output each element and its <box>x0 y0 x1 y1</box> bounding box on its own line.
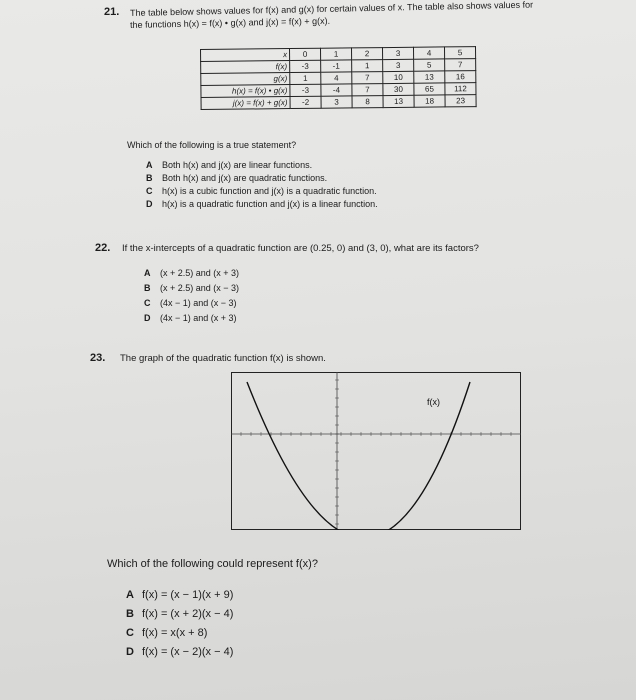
table-row-label: g(x) <box>201 73 290 86</box>
table-cell: 16 <box>445 71 476 83</box>
parabola-graph <box>231 372 521 530</box>
table-row-label: x <box>201 49 290 62</box>
option-text: f(x) = (x − 1)(x + 9) <box>142 589 234 601</box>
table-cell: -1 <box>321 60 352 72</box>
table-cell: 5 <box>444 47 475 59</box>
table-cell: -4 <box>321 84 352 96</box>
q21-option-b[interactable] <box>146 173 327 183</box>
option-letter: D <box>126 646 134 658</box>
option-letter: B <box>146 173 153 183</box>
table-row-label: h(x) = f(x) • g(x) <box>201 85 290 98</box>
table-cell: 7 <box>445 59 476 71</box>
q23-question: Which of the following could represent f(x)? <box>107 558 318 570</box>
table-cell: 23 <box>445 95 476 107</box>
option-text: (x + 2.5) and (x + 3) <box>160 268 240 278</box>
table-cell: 3 <box>383 59 414 71</box>
option-text: (4x − 1) and (x + 3) <box>160 313 237 323</box>
table-cell: 7 <box>352 72 383 84</box>
function-values-table <box>200 46 477 110</box>
table-cell: -3 <box>290 84 321 96</box>
table-cell: 13 <box>383 95 414 107</box>
q23-option-b[interactable] <box>126 608 233 620</box>
table-cell: 2 <box>351 48 382 60</box>
option-text: f(x) = (x − 2)(x − 4) <box>142 646 234 658</box>
option-text: f(x) = x(x + 8) <box>142 627 208 639</box>
table-cell: 5 <box>414 59 445 71</box>
option-text: f(x) = (x + 2)(x − 4) <box>142 608 234 620</box>
option-letter: D <box>144 313 151 323</box>
option-letter: C <box>146 186 153 196</box>
table-cell: 1 <box>290 72 321 84</box>
graph-function-label: f(x) <box>427 397 440 407</box>
q23-option-a[interactable] <box>126 589 233 601</box>
q23-option-d[interactable] <box>126 646 233 658</box>
option-letter: B <box>126 608 134 620</box>
table-row-label: f(x) <box>201 61 290 74</box>
q22-option-d[interactable] <box>144 313 237 323</box>
option-letter: A <box>146 160 153 170</box>
table-cell: 3 <box>321 96 352 108</box>
table-cell: 8 <box>352 96 383 108</box>
table-cell: 0 <box>290 48 321 60</box>
q21-option-a[interactable] <box>146 160 312 170</box>
axis-ticks <box>241 380 511 524</box>
option-text: (4x − 1) and (x − 3) <box>160 298 237 308</box>
graph-frame <box>232 373 521 530</box>
table-cell: 4 <box>413 47 444 59</box>
option-letter: B <box>144 283 151 293</box>
q21-prompt: Which of the following is a true statement? <box>127 140 297 150</box>
table-cell: 65 <box>414 83 445 95</box>
table-cell: -2 <box>290 96 321 108</box>
q21-number: 21. <box>104 6 120 18</box>
table-cell: 10 <box>383 71 414 83</box>
q23-prompt: The graph of the quadratic function f(x) is shown. <box>120 353 326 364</box>
option-text: h(x) is a quadratic function and j(x) is a linear function. <box>162 199 378 209</box>
q21-option-c[interactable] <box>146 186 377 196</box>
option-text: h(x) is a cubic function and j(x) is a quadratic function. <box>162 186 377 196</box>
q22-option-b[interactable] <box>144 283 239 293</box>
q21-intro-line1: The table below shows values for f(x) and g(x) for certain values of x. The table also shows values for <box>130 0 534 18</box>
option-letter: D <box>146 199 153 209</box>
table-cell: 18 <box>414 95 445 107</box>
table-row-label: j(x) = f(x) + g(x) <box>201 97 290 110</box>
table-cell: 1 <box>352 60 383 72</box>
table-cell: 4 <box>321 72 352 84</box>
q23-option-c[interactable] <box>126 627 207 639</box>
q21-intro-line2: the functions h(x) = f(x) • g(x) and j(x) = f(x) + g(x). <box>130 15 331 30</box>
option-letter: A <box>144 268 151 278</box>
table-cell: 13 <box>414 71 445 83</box>
q22-number: 22. <box>95 242 111 254</box>
q22-option-c[interactable] <box>144 298 237 308</box>
option-letter: C <box>144 298 151 308</box>
table-cell: 30 <box>383 83 414 95</box>
option-text: Both h(x) and j(x) are linear functions. <box>162 160 313 170</box>
table-cell: -3 <box>290 60 321 72</box>
q22-prompt: If the x-intercepts of a quadratic function are (0.25, 0) and (3, 0), what are its factors? <box>122 243 479 254</box>
table-cell: 7 <box>352 84 383 96</box>
table-cell: 112 <box>445 83 476 95</box>
option-letter: A <box>126 589 134 601</box>
option-text: (x + 2.5) and (x − 3) <box>160 283 240 293</box>
table-cell: 3 <box>382 47 413 59</box>
table-row <box>201 95 476 110</box>
option-text: Both h(x) and j(x) are quadratic functions. <box>162 173 328 183</box>
q23-number: 23. <box>90 352 106 364</box>
q21-option-d[interactable] <box>146 199 378 209</box>
table-cell: 1 <box>320 48 351 60</box>
option-letter: C <box>126 627 134 639</box>
q22-option-a[interactable] <box>144 268 239 278</box>
